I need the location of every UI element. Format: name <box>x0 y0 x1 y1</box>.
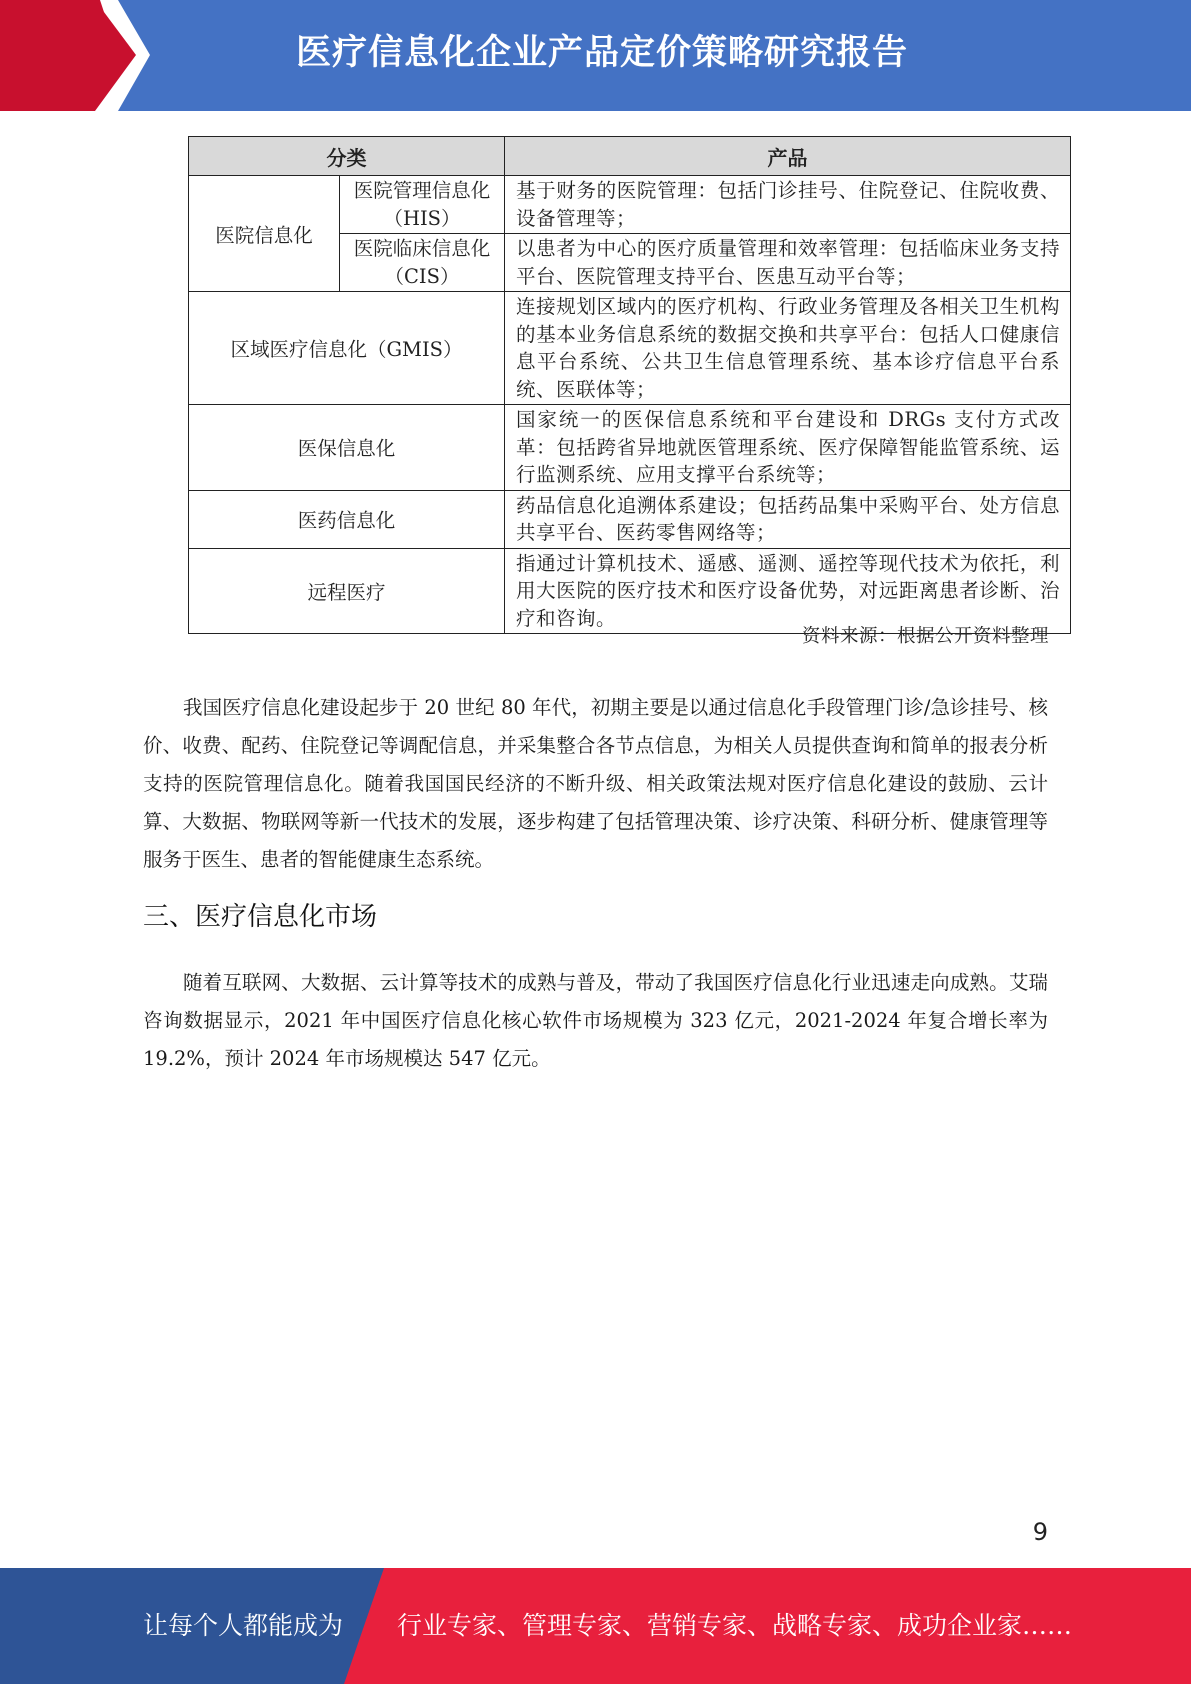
body-paragraph: 我国医疗信息化建设起步于 20 世纪 80 年代，初期主要是以通过信息化手段管理门诊/急诊挂号、核价、收费、配药、住院登记等调配信息，并采集整合各节点信息，为相关人员提供查询和简单的报表分析支持的医院管理信息化。随着我国国民经济的不断升级、相关政策法规对医疗信息化建设的鼓励、云计算、大数据、物联网等新一代技术的发展，逐步构建了包括管理决策、诊疗决策、科研分析、健康管理等服务于医生、患者的智能健康生态系统。 <box>143 696 1048 871</box>
page-header <box>0 0 1191 111</box>
category-cell: 远程医疗 <box>189 548 505 634</box>
section-heading: 三、医疗信息化市场 <box>143 902 378 932</box>
classification-table <box>188 136 1071 634</box>
product-cell: 连接规划区域内的医疗机构、行政业务管理及各相关卫生机构的基本业务信息系统的数据交换和共享平台：包括人口健康信息平台系统、公共卫生信息管理系统、基本诊疗信息平台系统、医联体等； <box>505 292 1071 405</box>
table-row <box>189 176 1071 234</box>
report-title: 医疗信息化企业产品定价策略研究报告 <box>296 33 909 73</box>
category-cell: 医保信息化 <box>189 405 505 491</box>
category-cell: 区域医疗信息化（GMIS） <box>189 292 505 405</box>
table-row <box>189 548 1071 634</box>
page-footer <box>0 1568 1191 1684</box>
table-row <box>189 405 1071 491</box>
product-cell: 国家统一的医保信息系统和平台建设和 DRGs 支付方式改革：包括跨省异地就医管理系统、医疗保障智能监管系统、运行监测系统、应用支撑平台系统等； <box>505 405 1071 491</box>
product-cell: 以患者为中心的医疗质量管理和效率管理：包括临床业务支持平台、医院管理支持平台、医患互动平台等； <box>505 234 1071 292</box>
category-cell: 医药信息化 <box>189 490 505 548</box>
body-paragraph: 随着互联网、大数据、云计算等技术的成熟与普及，带动了我国医疗信息化行业迅速走向成熟。艾瑞咨询数据显示，2021 年中国医疗信息化核心软件市场规模为 323 亿元，2021-2024 年复合增长率为 19.2%，预计 2024 年市场规模达 547 亿元。 <box>143 971 1048 1070</box>
product-cell: 指通过计算机技术、遥感、遥测、遥控等现代技术为依托，利用大医院的医疗技术和医疗设备优势，对远距离患者诊断、治疗和咨询。 <box>505 548 1071 634</box>
subcategory-cell: 医院管理信息化（HIS） <box>340 176 505 234</box>
page-number: 9 <box>1032 1518 1048 1546</box>
table-source-note: 资料来源：根据公开资料整理 <box>801 626 1049 647</box>
subcategory-cell: 医院临床信息化（CIS） <box>340 234 505 292</box>
footer-slogan-right: 行业专家、管理专家、营销专家、战略专家、成功企业家…… <box>397 1611 1073 1640</box>
footer-slogan-left: 让每个人都能成为 <box>143 1611 344 1640</box>
product-cell: 基于财务的医院管理：包括门诊挂号、住院登记、住院收费、设备管理等； <box>505 176 1071 234</box>
header-product: 产品 <box>505 137 1071 176</box>
table-header-row <box>189 137 1071 176</box>
header-category: 分类 <box>189 137 505 176</box>
product-cell: 药品信息化追溯体系建设；包括药品集中采购平台、处方信息共享平台、医药零售网络等； <box>505 490 1071 548</box>
table-row <box>189 490 1071 548</box>
table-row <box>189 292 1071 405</box>
category-cell: 医院信息化 <box>189 176 340 292</box>
